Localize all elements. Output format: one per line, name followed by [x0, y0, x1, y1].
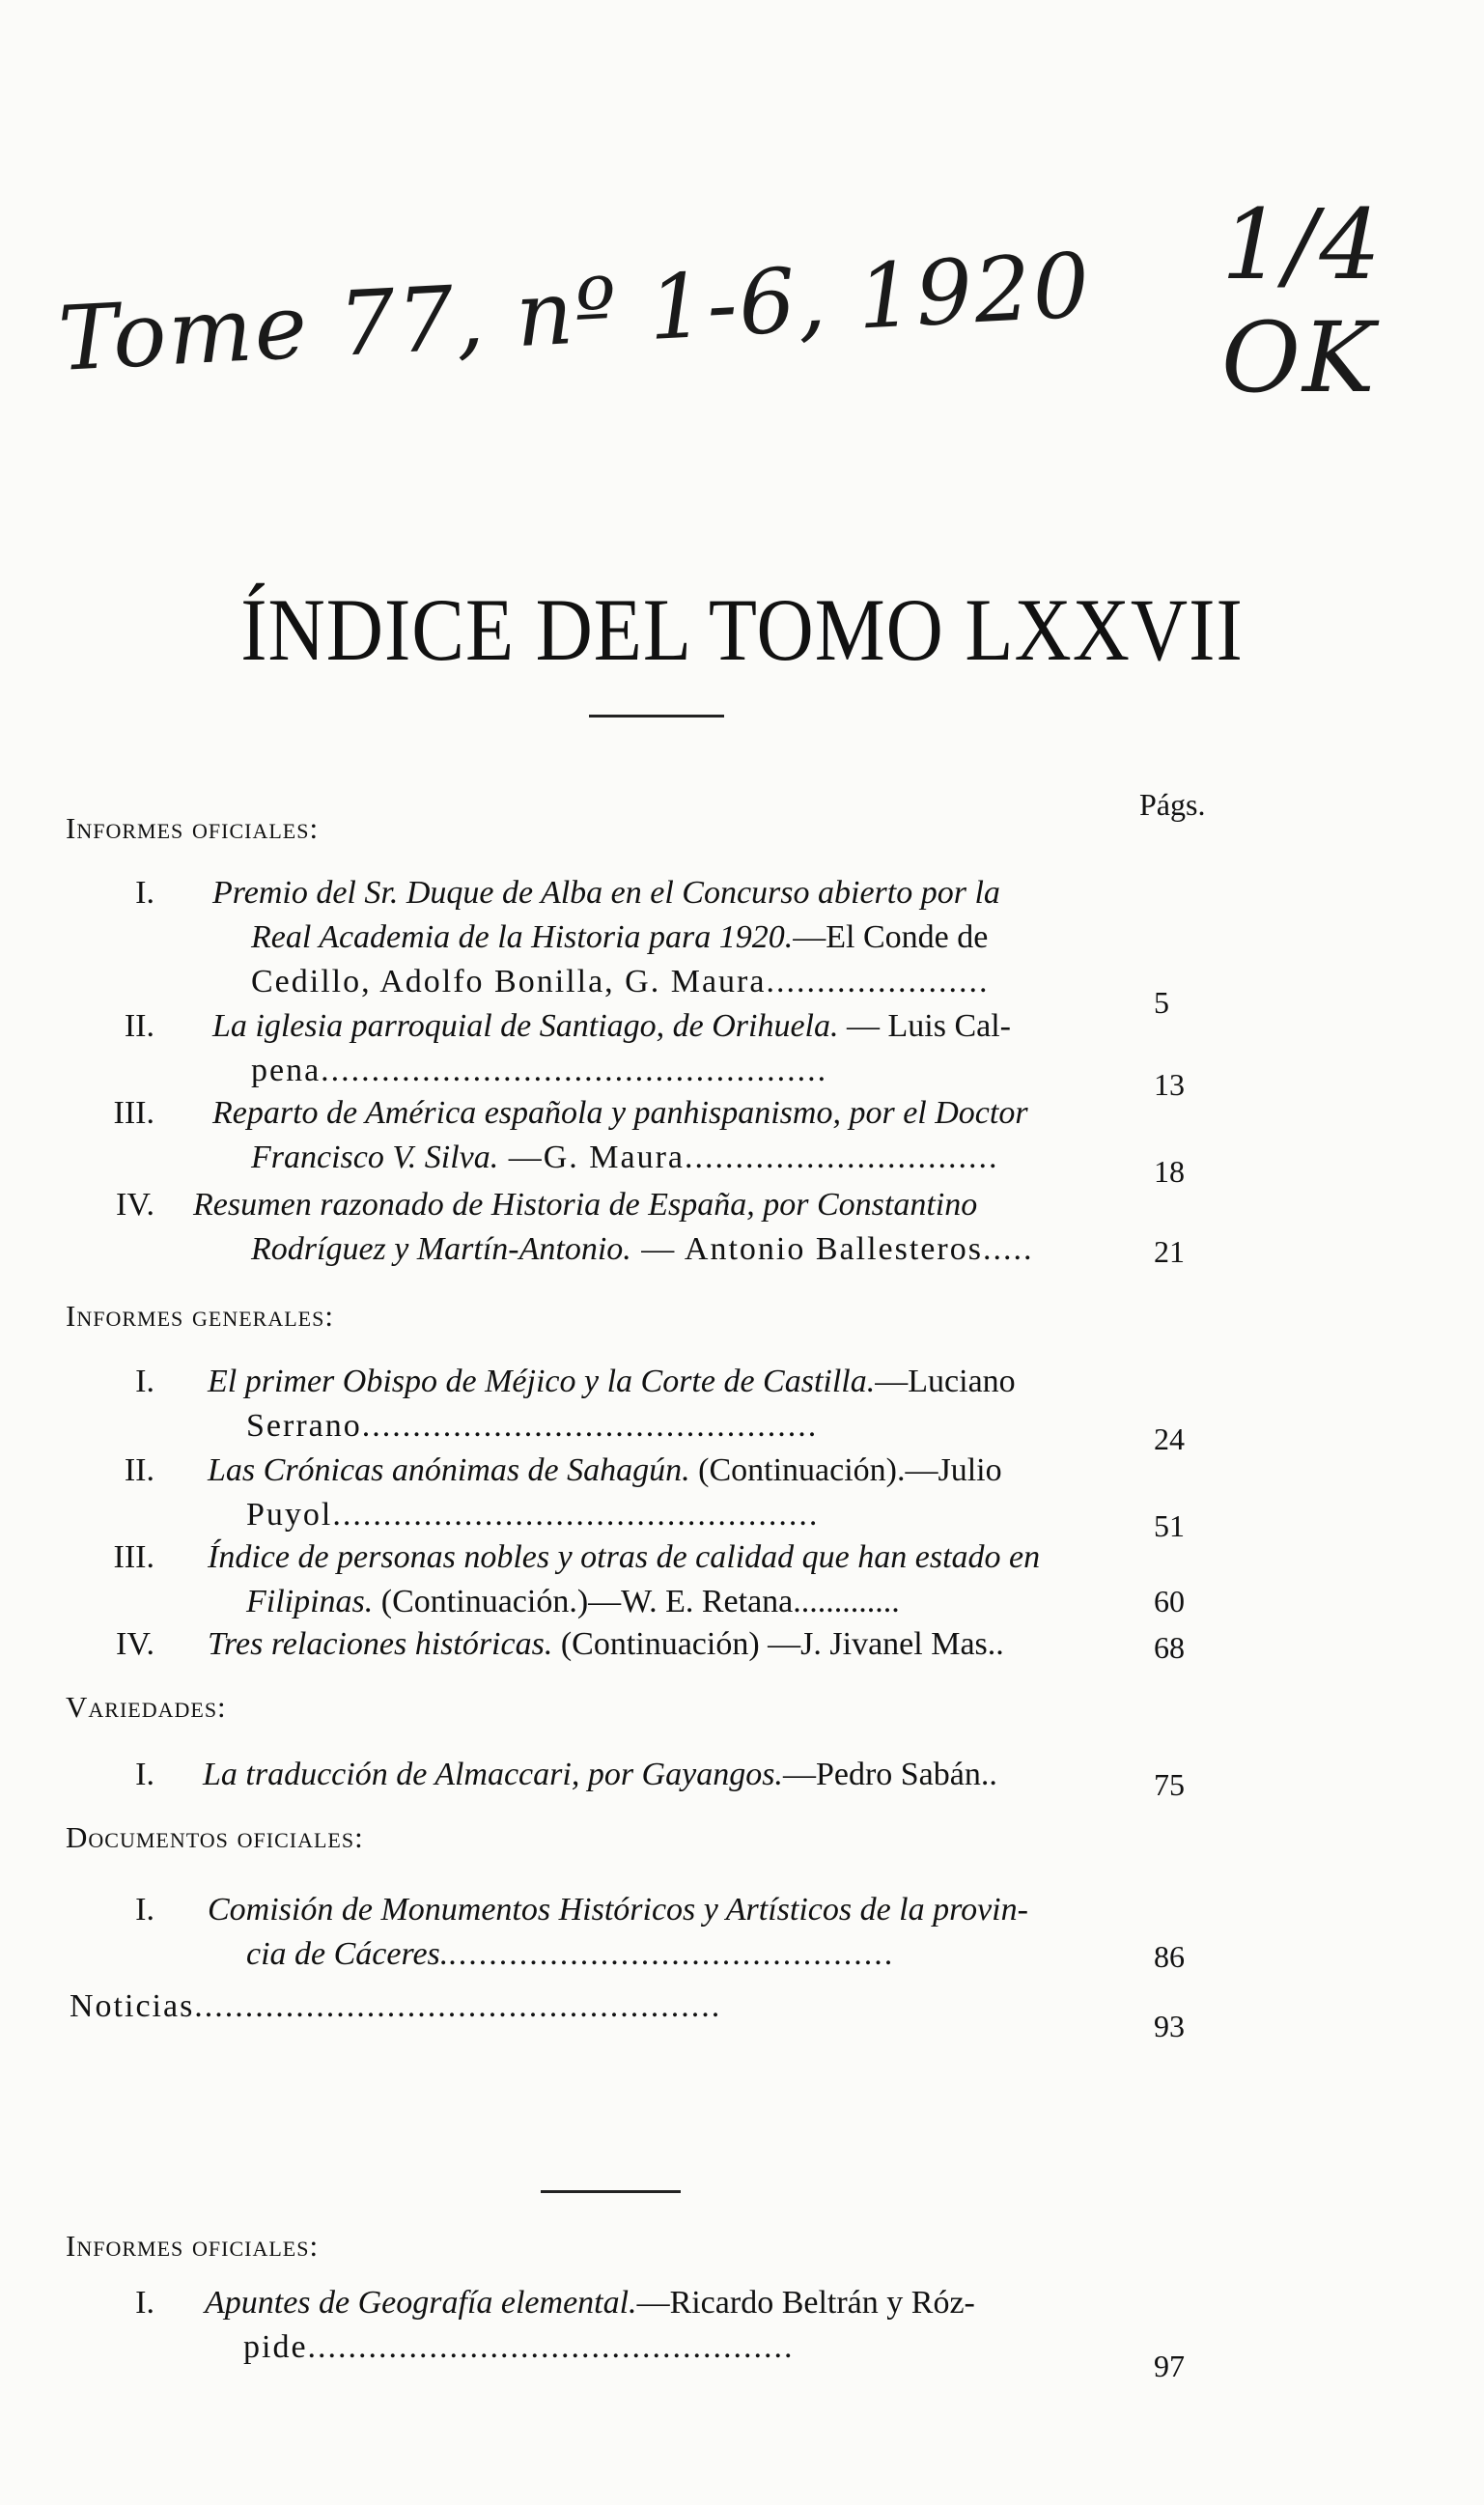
entry-title: La iglesia parroquial de Santiago, de Orihuela. [212, 1008, 839, 1044]
toc-entry [97, 871, 1159, 1006]
page-number: 93 [1154, 2009, 1185, 2043]
toc-entry [97, 1091, 1159, 1183]
entry-author: ............................................ [448, 1936, 895, 1972]
section-heading: Variedades: [66, 1690, 227, 1724]
entry-title: El primer Obispo de Méjico y la Corte de Castilla. [208, 1364, 876, 1399]
entry-title: Resumen razonado de Historia de España, por Constantino [193, 1187, 978, 1223]
entry-text [193, 1183, 1159, 1272]
title-divider [589, 715, 724, 718]
entry-title: Filipinas. [246, 1584, 374, 1619]
entry-author: —Luciano [875, 1364, 1016, 1399]
entry-title: Noticias.................................................... [70, 1988, 722, 2024]
entry-text [208, 1535, 1173, 1624]
page-number: 97 [1154, 2349, 1185, 2383]
entry-title: Reparto de América española y panhispanismo, por el Doctor [212, 1095, 1028, 1131]
entry-title: Comisión de Monumentos Históricos y Artísticos de la provin- [208, 1892, 1028, 1928]
entry-number: I. [135, 1364, 154, 1399]
page-number: 51 [1154, 1508, 1185, 1543]
entry-title: Tres relaciones históricas. [208, 1626, 553, 1662]
entry-text [208, 1449, 1173, 1537]
entry-author: —Ricardo Beltrán y Róz- [636, 2285, 975, 2321]
toc-entry [97, 1183, 1159, 1275]
page-number: 60 [1154, 1584, 1185, 1618]
toc-entry [97, 1622, 1159, 1671]
page-number: 5 [1154, 985, 1169, 1020]
toc-entry [97, 2281, 1159, 2373]
entry-title: Apuntes de Geografía elemental. [205, 2285, 637, 2321]
entry-author: pide................................................ [243, 2329, 795, 2365]
handwritten-annotation-left: Tome 77, nº 1-6, 1920 [55, 234, 1094, 391]
entry-title: Real Academia de la Historia para 1920. [251, 919, 794, 955]
entry-number: II. [124, 1452, 154, 1488]
entry-number: III. [113, 1095, 154, 1131]
entry-author: —Pedro Sabán.. [782, 1757, 997, 1792]
entry-title: La traducción de Almaccari, por Gayangos. [203, 1757, 783, 1792]
toc-entry [97, 1535, 1159, 1627]
page-number: 21 [1154, 1234, 1185, 1269]
toc-entry [97, 1753, 1159, 1801]
toc-entry [97, 1449, 1159, 1540]
entry-author: Puyol................................................ [246, 1497, 820, 1533]
entry-title: cia de Cáceres. [246, 1936, 449, 1972]
page-number: 86 [1154, 1939, 1185, 1974]
entry-author: Cedillo, Adolfo Bonilla, G. Maura...................... [251, 964, 990, 999]
entry-author: Serrano............................................. [246, 1408, 819, 1444]
entry-number: IV. [116, 1187, 154, 1223]
entry-author: pena.................................................. [251, 1053, 828, 1088]
section-heading: Informes oficiales: [66, 811, 320, 845]
section-divider [541, 2190, 681, 2193]
toc-entry [97, 1360, 1159, 1451]
section-heading: Informes generales: [66, 1299, 334, 1333]
entry-author: (Continuación) —J. Jivanel Mas.. [552, 1626, 1004, 1662]
entry-text [205, 2281, 1170, 2370]
entry-text [212, 1004, 1178, 1093]
entry-number: I. [135, 1892, 154, 1928]
entry-author: — Luis Cal- [838, 1008, 1011, 1044]
section-heading: Documentos oficiales: [66, 1820, 364, 1854]
toc-entry [97, 1888, 1159, 1980]
page-title: ÍNDICE DEL TOMO LXXVII [240, 580, 1244, 680]
toc-entry [70, 1984, 1151, 2033]
entry-text [212, 1091, 1178, 1180]
entry-text [208, 1888, 1173, 1977]
handwritten-annotation-right: 1/4 OK [1221, 188, 1383, 414]
entry-author: (Continuación.)—W. E. Retana............. [373, 1584, 900, 1619]
entry-author: (Continuación).—Julio [689, 1452, 1002, 1488]
page-number: 24 [1154, 1421, 1185, 1456]
entry-text [212, 871, 1178, 1004]
page-number: 13 [1154, 1067, 1185, 1102]
entry-title: Índice de personas nobles y otras de calidad que han estado en [208, 1539, 1041, 1575]
entry-number: II. [124, 1008, 154, 1044]
toc-entry [97, 1004, 1159, 1096]
entry-title: Premio del Sr. Duque de Alba en el Concurso abierto por la [212, 875, 1000, 911]
entry-number: IV. [116, 1626, 154, 1662]
entry-text [203, 1753, 1168, 1797]
entry-author: —G. Maura............................... [498, 1140, 999, 1175]
entry-title: Francisco V. Silva. [251, 1140, 499, 1175]
page-number: 75 [1154, 1767, 1185, 1802]
entry-text [208, 1360, 1173, 1449]
pages-column-label: Págs. [1139, 787, 1206, 822]
entry-text [208, 1622, 1173, 1667]
entry-text [70, 1984, 1035, 2029]
entry-number: I. [135, 1757, 154, 1792]
entry-number: I. [135, 875, 154, 911]
entry-number: I. [135, 2285, 154, 2321]
page-number: 68 [1154, 1630, 1185, 1665]
section-heading: Informes oficiales: [66, 2229, 320, 2263]
entry-author: —El Conde de [793, 919, 989, 955]
entry-author: — Antonio Ballesteros..... [630, 1231, 1034, 1267]
page-number: 18 [1154, 1154, 1185, 1189]
entry-title: Rodríguez y Martín-Antonio. [251, 1231, 631, 1267]
entry-title: Las Crónicas anónimas de Sahagún. [208, 1452, 690, 1488]
entry-number: III. [113, 1539, 154, 1575]
